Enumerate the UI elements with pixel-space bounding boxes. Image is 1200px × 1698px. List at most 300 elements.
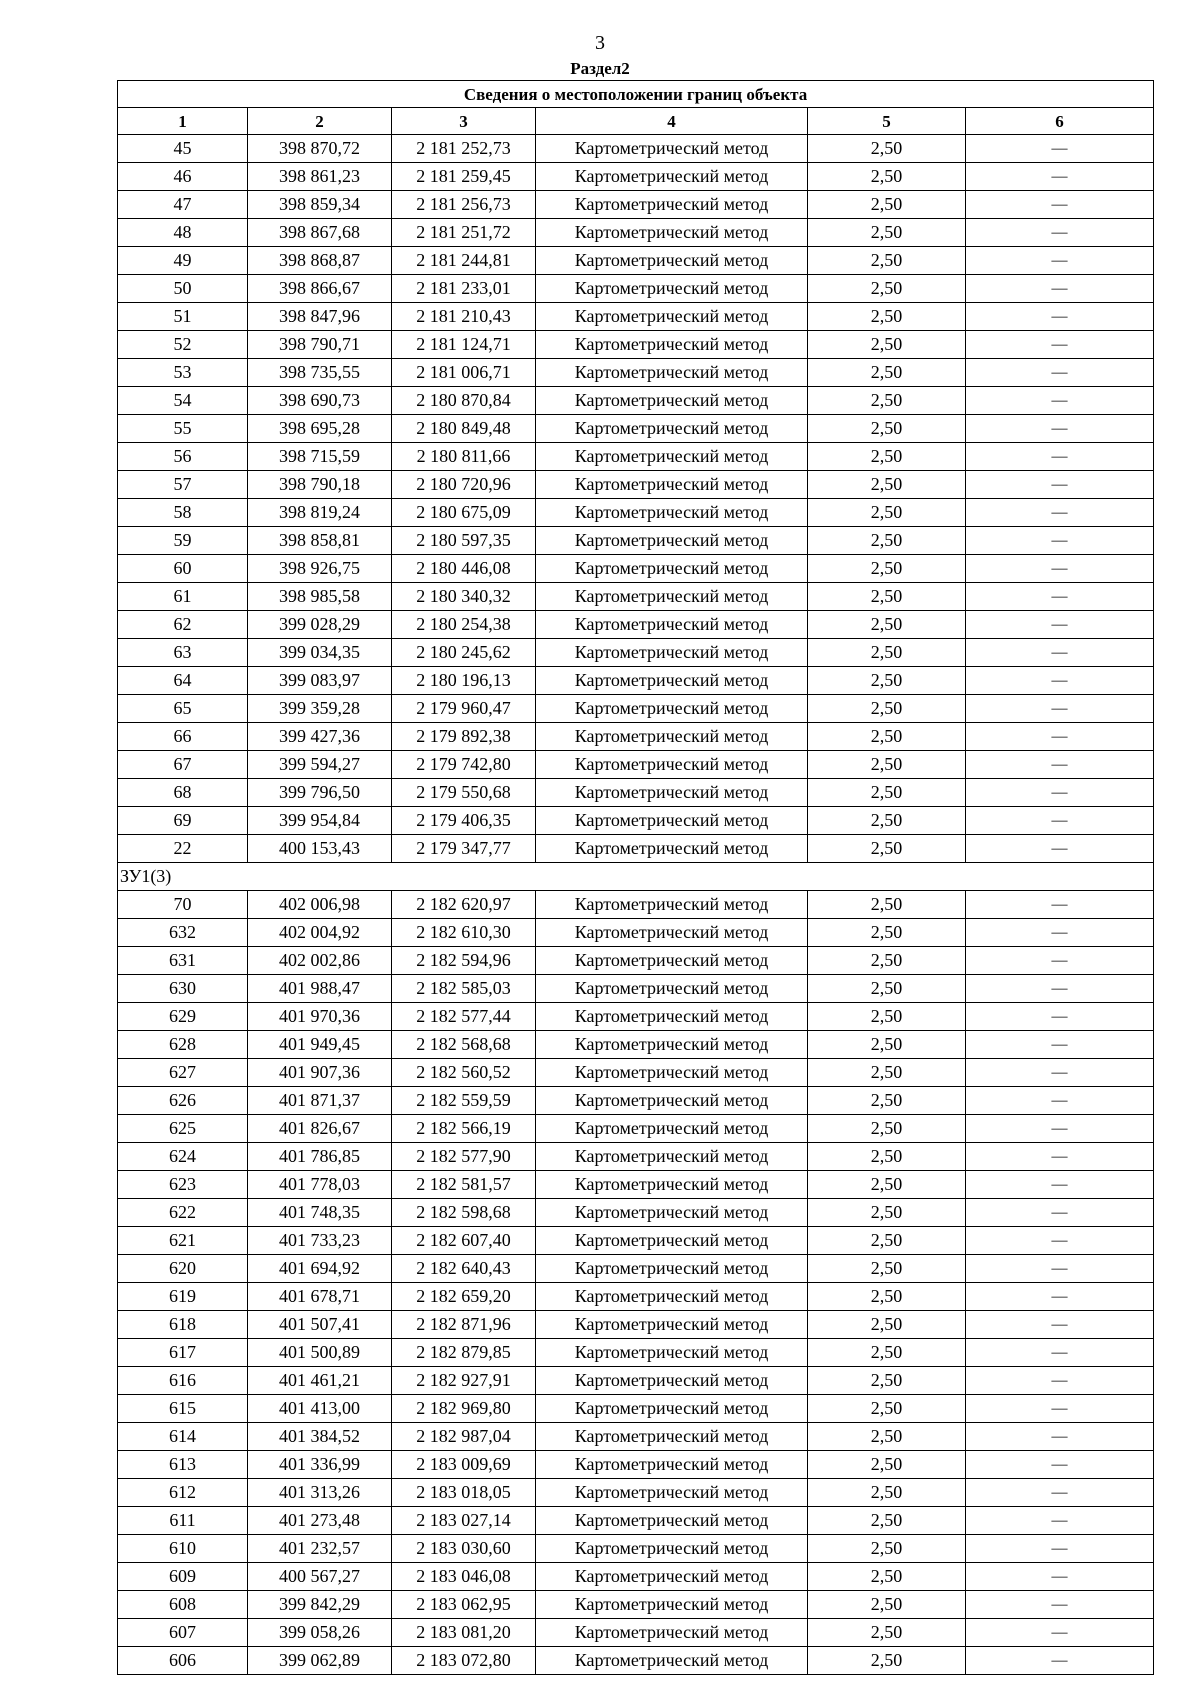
point-number-cell: 65 — [118, 695, 248, 723]
description-cell: — — [966, 387, 1154, 415]
x-coordinate-cell: 398 867,68 — [248, 219, 392, 247]
x-coordinate-cell: 401 273,48 — [248, 1507, 392, 1535]
accuracy-cell: 2,50 — [808, 1591, 966, 1619]
accuracy-cell: 2,50 — [808, 135, 966, 163]
y-coordinate-cell: 2 182 559,59 — [392, 1087, 536, 1115]
method-cell: Картометрический метод — [536, 1143, 808, 1171]
accuracy-cell: 2,50 — [808, 1395, 966, 1423]
y-coordinate-cell: 2 182 560,52 — [392, 1059, 536, 1087]
point-number-cell: 62 — [118, 611, 248, 639]
description-cell: — — [966, 751, 1154, 779]
x-coordinate-cell: 398 695,28 — [248, 415, 392, 443]
method-cell: Картометрический метод — [536, 1507, 808, 1535]
x-coordinate-cell: 399 594,27 — [248, 751, 392, 779]
y-coordinate-cell: 2 182 566,19 — [392, 1115, 536, 1143]
method-cell: Картометрический метод — [536, 835, 808, 863]
method-cell: Картометрический метод — [536, 1031, 808, 1059]
y-coordinate-cell: 2 181 210,43 — [392, 303, 536, 331]
accuracy-cell: 2,50 — [808, 975, 966, 1003]
x-coordinate-cell: 398 868,87 — [248, 247, 392, 275]
point-number-cell: 624 — [118, 1143, 248, 1171]
point-number-cell: 48 — [118, 219, 248, 247]
description-cell: — — [966, 1507, 1154, 1535]
method-cell: Картометрический метод — [536, 807, 808, 835]
y-coordinate-cell: 2 183 046,08 — [392, 1563, 536, 1591]
point-number-cell: 615 — [118, 1395, 248, 1423]
point-number-cell: 49 — [118, 247, 248, 275]
accuracy-cell: 2,50 — [808, 1451, 966, 1479]
method-cell: Картометрический метод — [536, 219, 808, 247]
x-coordinate-cell: 402 004,92 — [248, 919, 392, 947]
point-number-cell: 47 — [118, 191, 248, 219]
method-cell: Картометрический метод — [536, 1311, 808, 1339]
description-cell: — — [966, 919, 1154, 947]
x-coordinate-cell: 399 034,35 — [248, 639, 392, 667]
point-number-cell: 617 — [118, 1339, 248, 1367]
point-number-cell: 54 — [118, 387, 248, 415]
table-caption: Сведения о местоположении границ объекта — [118, 81, 1154, 108]
y-coordinate-cell: 2 180 254,38 — [392, 611, 536, 639]
table-row — [118, 499, 1154, 527]
accuracy-cell: 2,50 — [808, 443, 966, 471]
accuracy-cell: 2,50 — [808, 1255, 966, 1283]
point-number-cell: 46 — [118, 163, 248, 191]
y-coordinate-cell: 2 179 347,77 — [392, 835, 536, 863]
method-cell: Картометрический метод — [536, 1059, 808, 1087]
method-cell: Картометрический метод — [536, 723, 808, 751]
point-number-cell: 621 — [118, 1227, 248, 1255]
column-header: 1 — [118, 108, 248, 135]
method-cell: Картометрический метод — [536, 919, 808, 947]
table-row — [118, 891, 1154, 919]
point-number-cell: 69 — [118, 807, 248, 835]
point-number-cell: 606 — [118, 1647, 248, 1675]
column-header: 3 — [392, 108, 536, 135]
table-header-row — [118, 108, 1154, 135]
section-title: Раздел2 — [570, 59, 630, 78]
accuracy-cell: 2,50 — [808, 499, 966, 527]
x-coordinate-cell: 401 507,41 — [248, 1311, 392, 1339]
y-coordinate-cell: 2 182 871,96 — [392, 1311, 536, 1339]
table-row — [118, 1087, 1154, 1115]
description-cell: — — [966, 303, 1154, 331]
point-number-cell: 620 — [118, 1255, 248, 1283]
x-coordinate-cell: 399 842,29 — [248, 1591, 392, 1619]
table-row — [118, 611, 1154, 639]
x-coordinate-cell: 398 790,71 — [248, 331, 392, 359]
column-header: 2 — [248, 108, 392, 135]
table-row — [118, 387, 1154, 415]
description-cell: — — [966, 639, 1154, 667]
table-row — [118, 415, 1154, 443]
x-coordinate-cell: 402 002,86 — [248, 947, 392, 975]
y-coordinate-cell: 2 182 610,30 — [392, 919, 536, 947]
x-coordinate-cell: 399 796,50 — [248, 779, 392, 807]
y-coordinate-cell: 2 181 006,71 — [392, 359, 536, 387]
table-row — [118, 1311, 1154, 1339]
point-number-cell: 626 — [118, 1087, 248, 1115]
point-number-cell: 61 — [118, 583, 248, 611]
method-cell: Картометрический метод — [536, 163, 808, 191]
point-number-cell: 63 — [118, 639, 248, 667]
y-coordinate-cell: 2 182 607,40 — [392, 1227, 536, 1255]
method-cell: Картометрический метод — [536, 1115, 808, 1143]
description-cell: — — [966, 835, 1154, 863]
accuracy-cell: 2,50 — [808, 639, 966, 667]
accuracy-cell: 2,50 — [808, 667, 966, 695]
y-coordinate-cell: 2 181 252,73 — [392, 135, 536, 163]
table-row — [118, 695, 1154, 723]
x-coordinate-cell: 399 028,29 — [248, 611, 392, 639]
table-row — [118, 191, 1154, 219]
method-cell: Картометрический метод — [536, 1563, 808, 1591]
accuracy-cell: 2,50 — [808, 1423, 966, 1451]
description-cell: — — [966, 611, 1154, 639]
method-cell: Картометрический метод — [536, 1227, 808, 1255]
accuracy-cell: 2,50 — [808, 471, 966, 499]
x-coordinate-cell: 401 384,52 — [248, 1423, 392, 1451]
table-row — [118, 163, 1154, 191]
table-row — [118, 555, 1154, 583]
method-cell: Картометрический метод — [536, 1199, 808, 1227]
method-cell: Картометрический метод — [536, 947, 808, 975]
table-row — [118, 1507, 1154, 1535]
accuracy-cell: 2,50 — [808, 1647, 966, 1675]
point-number-cell: 616 — [118, 1367, 248, 1395]
description-cell: — — [966, 1479, 1154, 1507]
point-number-cell: 45 — [118, 135, 248, 163]
y-coordinate-cell: 2 180 720,96 — [392, 471, 536, 499]
method-cell: Картометрический метод — [536, 975, 808, 1003]
accuracy-cell: 2,50 — [808, 219, 966, 247]
accuracy-cell: 2,50 — [808, 415, 966, 443]
y-coordinate-cell: 2 179 892,38 — [392, 723, 536, 751]
point-number-cell: 51 — [118, 303, 248, 331]
description-cell: — — [966, 1115, 1154, 1143]
method-cell: Картометрический метод — [536, 1395, 808, 1423]
accuracy-cell: 2,50 — [808, 1143, 966, 1171]
boundary-coordinates-table — [117, 80, 1154, 1675]
description-cell: — — [966, 1423, 1154, 1451]
y-coordinate-cell: 2 181 256,73 — [392, 191, 536, 219]
method-cell: Картометрический метод — [536, 415, 808, 443]
y-coordinate-cell: 2 182 620,97 — [392, 891, 536, 919]
y-coordinate-cell: 2 180 849,48 — [392, 415, 536, 443]
x-coordinate-cell: 401 748,35 — [248, 1199, 392, 1227]
method-cell: Картометрический метод — [536, 1423, 808, 1451]
table-row — [118, 1619, 1154, 1647]
x-coordinate-cell: 401 232,57 — [248, 1535, 392, 1563]
accuracy-cell: 2,50 — [808, 919, 966, 947]
point-number-cell: 629 — [118, 1003, 248, 1031]
method-cell: Картометрический метод — [536, 1367, 808, 1395]
table-row — [118, 639, 1154, 667]
table-row — [118, 947, 1154, 975]
accuracy-cell: 2,50 — [808, 1367, 966, 1395]
description-cell: — — [966, 1087, 1154, 1115]
accuracy-cell: 2,50 — [808, 1199, 966, 1227]
table-row — [118, 807, 1154, 835]
description-cell: — — [966, 1171, 1154, 1199]
x-coordinate-cell: 398 735,55 — [248, 359, 392, 387]
x-coordinate-cell: 401 413,00 — [248, 1395, 392, 1423]
x-coordinate-cell: 398 926,75 — [248, 555, 392, 583]
description-cell: — — [966, 1227, 1154, 1255]
description-cell: — — [966, 1311, 1154, 1339]
method-cell: Картометрический метод — [536, 443, 808, 471]
y-coordinate-cell: 2 182 577,44 — [392, 1003, 536, 1031]
y-coordinate-cell: 2 182 879,85 — [392, 1339, 536, 1367]
y-coordinate-cell: 2 180 597,35 — [392, 527, 536, 555]
method-cell: Картометрический метод — [536, 1451, 808, 1479]
table-row — [118, 751, 1154, 779]
table-row — [118, 359, 1154, 387]
accuracy-cell: 2,50 — [808, 303, 966, 331]
description-cell: — — [966, 219, 1154, 247]
method-cell: Картометрический метод — [536, 667, 808, 695]
method-cell: Картометрический метод — [536, 695, 808, 723]
accuracy-cell: 2,50 — [808, 387, 966, 415]
description-cell: — — [966, 247, 1154, 275]
method-cell: Картометрический метод — [536, 1255, 808, 1283]
group-label: ЗУ1(3) — [118, 863, 1154, 891]
method-cell: Картометрический метод — [536, 1283, 808, 1311]
accuracy-cell: 2,50 — [808, 1619, 966, 1647]
page-number: 3 — [595, 32, 605, 54]
method-cell: Картометрический метод — [536, 303, 808, 331]
point-number-cell: 631 — [118, 947, 248, 975]
point-number-cell: 52 — [118, 331, 248, 359]
description-cell: — — [966, 1059, 1154, 1087]
point-number-cell: 612 — [118, 1479, 248, 1507]
table-row — [118, 1479, 1154, 1507]
description-cell: — — [966, 555, 1154, 583]
description-cell: — — [966, 1619, 1154, 1647]
x-coordinate-cell: 401 871,37 — [248, 1087, 392, 1115]
y-coordinate-cell: 2 183 030,60 — [392, 1535, 536, 1563]
x-coordinate-cell: 399 062,89 — [248, 1647, 392, 1675]
point-number-cell: 611 — [118, 1507, 248, 1535]
y-coordinate-cell: 2 183 018,05 — [392, 1479, 536, 1507]
y-coordinate-cell: 2 182 969,80 — [392, 1395, 536, 1423]
method-cell: Картометрический метод — [536, 583, 808, 611]
description-cell: — — [966, 779, 1154, 807]
table-row — [118, 835, 1154, 863]
method-cell: Картометрический метод — [536, 275, 808, 303]
accuracy-cell: 2,50 — [808, 555, 966, 583]
x-coordinate-cell: 398 866,67 — [248, 275, 392, 303]
accuracy-cell: 2,50 — [808, 779, 966, 807]
accuracy-cell: 2,50 — [808, 527, 966, 555]
x-coordinate-cell: 400 153,43 — [248, 835, 392, 863]
x-coordinate-cell: 401 461,21 — [248, 1367, 392, 1395]
table-row — [118, 443, 1154, 471]
description-cell: — — [966, 471, 1154, 499]
y-coordinate-cell: 2 179 550,68 — [392, 779, 536, 807]
table-row — [118, 1283, 1154, 1311]
table-row — [118, 219, 1154, 247]
y-coordinate-cell: 2 180 340,32 — [392, 583, 536, 611]
y-coordinate-cell: 2 183 081,20 — [392, 1619, 536, 1647]
y-coordinate-cell: 2 182 585,03 — [392, 975, 536, 1003]
description-cell: — — [966, 975, 1154, 1003]
x-coordinate-cell: 399 954,84 — [248, 807, 392, 835]
description-cell: — — [966, 1255, 1154, 1283]
x-coordinate-cell: 398 858,81 — [248, 527, 392, 555]
description-cell: — — [966, 275, 1154, 303]
method-cell: Картометрический метод — [536, 1535, 808, 1563]
x-coordinate-cell: 399 058,26 — [248, 1619, 392, 1647]
x-coordinate-cell: 399 427,36 — [248, 723, 392, 751]
table-row — [118, 723, 1154, 751]
y-coordinate-cell: 2 179 960,47 — [392, 695, 536, 723]
x-coordinate-cell: 400 567,27 — [248, 1563, 392, 1591]
accuracy-cell: 2,50 — [808, 695, 966, 723]
x-coordinate-cell: 401 826,67 — [248, 1115, 392, 1143]
point-number-cell: 56 — [118, 443, 248, 471]
y-coordinate-cell: 2 179 406,35 — [392, 807, 536, 835]
point-number-cell: 22 — [118, 835, 248, 863]
table-row — [118, 1563, 1154, 1591]
accuracy-cell: 2,50 — [808, 1283, 966, 1311]
accuracy-cell: 2,50 — [808, 1507, 966, 1535]
table-caption-row — [118, 81, 1154, 108]
accuracy-cell: 2,50 — [808, 1059, 966, 1087]
x-coordinate-cell: 401 786,85 — [248, 1143, 392, 1171]
point-number-cell: 64 — [118, 667, 248, 695]
table-row — [118, 247, 1154, 275]
y-coordinate-cell: 2 183 072,80 — [392, 1647, 536, 1675]
method-cell: Картометрический метод — [536, 1087, 808, 1115]
x-coordinate-cell: 401 907,36 — [248, 1059, 392, 1087]
table-row — [118, 1339, 1154, 1367]
description-cell: — — [966, 1395, 1154, 1423]
method-cell: Картометрический метод — [536, 387, 808, 415]
x-coordinate-cell: 399 083,97 — [248, 667, 392, 695]
method-cell: Картометрический метод — [536, 359, 808, 387]
description-cell: — — [966, 1283, 1154, 1311]
y-coordinate-cell: 2 182 987,04 — [392, 1423, 536, 1451]
point-number-cell: 613 — [118, 1451, 248, 1479]
y-coordinate-cell: 2 183 027,14 — [392, 1507, 536, 1535]
point-number-cell: 68 — [118, 779, 248, 807]
method-cell: Картометрический метод — [536, 891, 808, 919]
point-number-cell: 60 — [118, 555, 248, 583]
method-cell: Картометрический метод — [536, 331, 808, 359]
y-coordinate-cell: 2 183 062,95 — [392, 1591, 536, 1619]
description-cell: — — [966, 331, 1154, 359]
table-row — [118, 303, 1154, 331]
accuracy-cell: 2,50 — [808, 751, 966, 779]
accuracy-cell: 2,50 — [808, 1087, 966, 1115]
table-row — [118, 667, 1154, 695]
point-number-cell: 607 — [118, 1619, 248, 1647]
y-coordinate-cell: 2 182 659,20 — [392, 1283, 536, 1311]
point-number-cell: 625 — [118, 1115, 248, 1143]
y-coordinate-cell: 2 182 594,96 — [392, 947, 536, 975]
point-number-cell: 53 — [118, 359, 248, 387]
accuracy-cell: 2,50 — [808, 611, 966, 639]
y-coordinate-cell: 2 182 598,68 — [392, 1199, 536, 1227]
accuracy-cell: 2,50 — [808, 1563, 966, 1591]
accuracy-cell: 2,50 — [808, 1031, 966, 1059]
column-header: 6 — [966, 108, 1154, 135]
method-cell: Картометрический метод — [536, 1479, 808, 1507]
description-cell: — — [966, 1591, 1154, 1619]
accuracy-cell: 2,50 — [808, 1479, 966, 1507]
table-row — [118, 583, 1154, 611]
table-row — [118, 1647, 1154, 1675]
method-cell: Картометрический метод — [536, 471, 808, 499]
table-row — [118, 975, 1154, 1003]
y-coordinate-cell: 2 182 568,68 — [392, 1031, 536, 1059]
y-coordinate-cell: 2 180 870,84 — [392, 387, 536, 415]
accuracy-cell: 2,50 — [808, 247, 966, 275]
table-row — [118, 1255, 1154, 1283]
y-coordinate-cell: 2 180 675,09 — [392, 499, 536, 527]
table-row — [118, 1115, 1154, 1143]
description-cell: — — [966, 1199, 1154, 1227]
point-number-cell: 619 — [118, 1283, 248, 1311]
table-row — [118, 135, 1154, 163]
description-cell: — — [966, 723, 1154, 751]
column-header: 5 — [808, 108, 966, 135]
point-number-cell: 628 — [118, 1031, 248, 1059]
point-number-cell: 66 — [118, 723, 248, 751]
table-row — [118, 1367, 1154, 1395]
x-coordinate-cell: 402 006,98 — [248, 891, 392, 919]
description-cell: — — [966, 359, 1154, 387]
description-cell: — — [966, 191, 1154, 219]
column-header: 4 — [536, 108, 808, 135]
y-coordinate-cell: 2 182 581,57 — [392, 1171, 536, 1199]
description-cell: — — [966, 1563, 1154, 1591]
y-coordinate-cell: 2 179 742,80 — [392, 751, 536, 779]
method-cell: Картометрический метод — [536, 1003, 808, 1031]
accuracy-cell: 2,50 — [808, 191, 966, 219]
table-row — [118, 1059, 1154, 1087]
method-cell: Картометрический метод — [536, 611, 808, 639]
group-label-row — [118, 863, 1154, 891]
point-number-cell: 608 — [118, 1591, 248, 1619]
table-row — [118, 1535, 1154, 1563]
y-coordinate-cell: 2 181 124,71 — [392, 331, 536, 359]
point-number-cell: 58 — [118, 499, 248, 527]
description-cell: — — [966, 1535, 1154, 1563]
x-coordinate-cell: 398 985,58 — [248, 583, 392, 611]
point-number-cell: 55 — [118, 415, 248, 443]
accuracy-cell: 2,50 — [808, 331, 966, 359]
x-coordinate-cell: 398 859,34 — [248, 191, 392, 219]
table-row — [118, 1143, 1154, 1171]
x-coordinate-cell: 401 778,03 — [248, 1171, 392, 1199]
y-coordinate-cell: 2 182 927,91 — [392, 1367, 536, 1395]
x-coordinate-cell: 398 847,96 — [248, 303, 392, 331]
method-cell: Картометрический метод — [536, 1619, 808, 1647]
x-coordinate-cell: 401 336,99 — [248, 1451, 392, 1479]
description-cell: — — [966, 695, 1154, 723]
table-row — [118, 275, 1154, 303]
table-row — [118, 1423, 1154, 1451]
description-cell: — — [966, 1143, 1154, 1171]
description-cell: — — [966, 443, 1154, 471]
x-coordinate-cell: 401 678,71 — [248, 1283, 392, 1311]
point-number-cell: 67 — [118, 751, 248, 779]
method-cell: Картометрический метод — [536, 1171, 808, 1199]
accuracy-cell: 2,50 — [808, 807, 966, 835]
method-cell: Картометрический метод — [536, 527, 808, 555]
description-cell: — — [966, 947, 1154, 975]
